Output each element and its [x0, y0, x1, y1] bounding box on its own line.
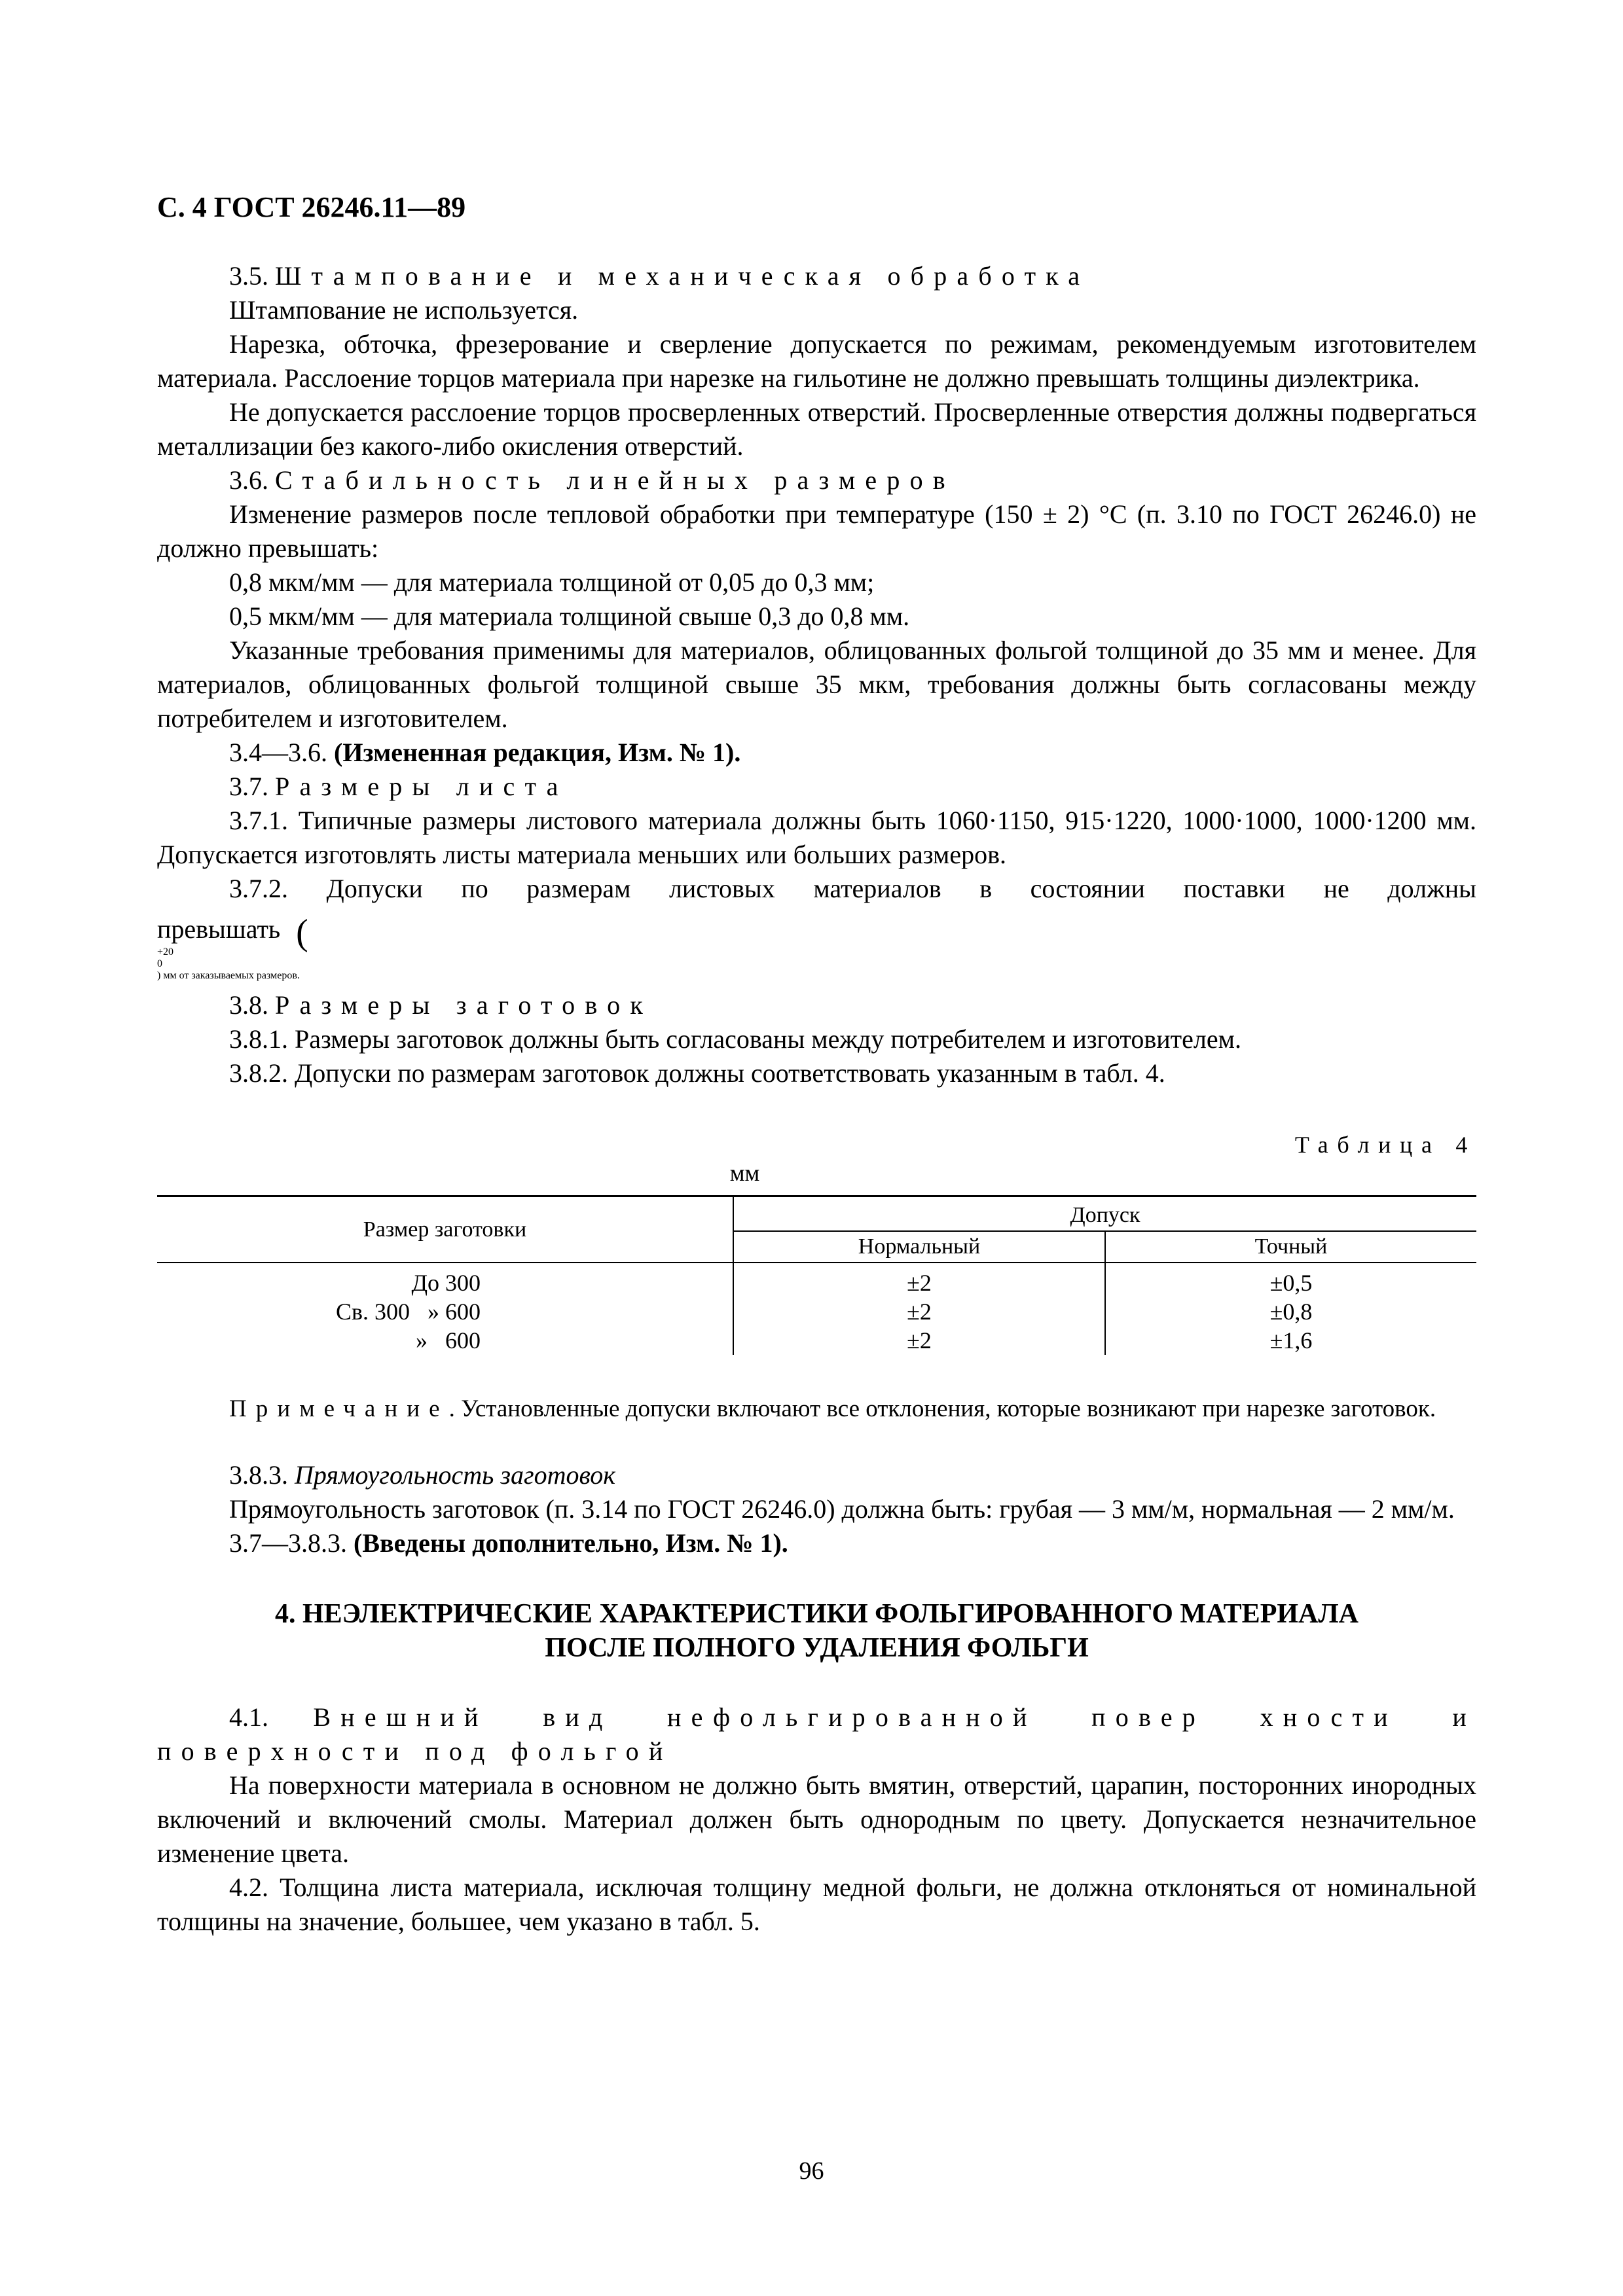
edition-range: 3.7—3.8.3. — [229, 1528, 354, 1558]
edition-note — [157, 1526, 1476, 1560]
cell-precise: ±1,6 — [1269, 1327, 1313, 1354]
section-title: Внешний вид нефольгированной повер хности и поверхности под фольгой — [157, 1702, 1476, 1766]
section-number: 3.7. — [229, 772, 275, 801]
section-title: Размеры заготовок — [275, 990, 653, 1020]
table-row — [157, 1297, 1476, 1326]
paragraph: 3.8.2. Допуски по размерам заготовок должны соответствовать указанным в табл. 4. — [229, 1058, 1165, 1088]
header-tolerance: Допуск — [733, 1196, 1476, 1232]
section-4-title — [157, 1597, 1476, 1665]
cell-normal: ±2 — [733, 1297, 1105, 1326]
section-number: 3.8.3. — [229, 1460, 295, 1490]
table-caption — [157, 1130, 1476, 1160]
cell-normal: ±2 — [733, 1263, 1105, 1297]
paragraph: Прямоугольность заготовок (п. 3.14 по ГОСТ 26246.0) должна быть: грубая — 3 мм/м, нормальная — 2 мм/м. — [229, 1494, 1455, 1524]
section-3-6-heading — [157, 463, 1476, 497]
note-label: Примечание — [229, 1395, 449, 1422]
section-number: 3.8. — [229, 990, 275, 1020]
section-title-line: 4. НЕЭЛЕКТРИЧЕСКИЕ ХАРАКТЕРИСТИКИ ФОЛЬГИРОВАННОГО МАТЕРИАЛА — [275, 1599, 1359, 1629]
text-suffix: мм от заказываемых размеров. — [163, 970, 300, 981]
header-precise: Точный — [1105, 1231, 1476, 1263]
edition-text: (Введены дополнительно, Изм. № 1). — [354, 1528, 788, 1558]
section-title: Стабильность линейных размеров — [275, 465, 955, 495]
edition-range: 3.4—3.6. — [229, 738, 334, 767]
page-number: 96 — [799, 2157, 824, 2185]
text-prefix: превышать — [157, 914, 281, 944]
paragraph: На поверхности материала в основном не должно быть вмятин, отверстий, царапин, посторонних инородных включений и включений смолы. Материал должен быть однородным по цвету. Допускается незначительное изменение цвета. — [157, 1770, 1476, 1868]
paragraph: 3.7.1. Типичные размеры листового материала должны быть 1060·1150, 915·1220, 1000·1000, 1000·1200 мм. Допускается изготовлять листы материала меньших или больших размеров. — [157, 806, 1476, 869]
section-number: 3.6. — [229, 465, 275, 495]
paragraph: 4.2. Толщина листа материала, исключая толщину медной фольги, не должна отклоняться от номинальной толщины на значение, большее, чем указано в табл. 5. — [157, 1873, 1476, 1936]
section-3-5-heading — [157, 259, 1476, 293]
section-title: Штампование и механическая обработка — [275, 261, 1090, 291]
cell-size: » 600 — [157, 1326, 733, 1355]
paragraph: Указанные требования применимы для материалов, облицованных фольгой толщиной до 35 мм и менее. Для материалов, облицованных фольгой толщиной свыше 35 мкм, требования должны быть согласованы между потребителем и изготовителем. — [157, 636, 1476, 733]
cell-size: До 300 — [157, 1263, 733, 1297]
section-title-line: ПОСЛЕ ПОЛНОГО УДАЛЕНИЯ ФОЛЬГИ — [545, 1633, 1089, 1663]
edition-text: (Измененная редакция, Изм. № 1). — [334, 738, 741, 767]
cell-precise: ±0,8 — [1269, 1299, 1313, 1325]
table-row — [157, 1263, 1476, 1297]
table-note — [157, 1394, 1476, 1424]
edition-note — [157, 736, 1476, 770]
section-title: Прямоугольность заготовок — [295, 1460, 616, 1490]
table-row — [157, 1326, 1476, 1355]
paragraph: Изменение размеров после тепловой обработки при температуре (150 ± 2) °С (п. 3.10 по ГОСТ 26246.0) не должно превышать: — [157, 499, 1476, 563]
cell-normal: ±2 — [733, 1326, 1105, 1355]
table-4 — [157, 1195, 1476, 1355]
note-text: . Установленные допуски включают все отклонения, которые возникают при нарезке заготовок. — [448, 1395, 1436, 1422]
paragraph: Не допускается расслоение торцов просверленных отверстий. Просверленные отверстия должны подвергаться металлизации без какого-либо окисления отверстий. — [157, 397, 1476, 461]
paragraph: 0,8 мкм/мм — для материала толщиной от 0,05 до 0,3 мм; — [229, 567, 875, 597]
header-size: Размер заготовки — [157, 1196, 733, 1263]
page-header: С. 4 ГОСТ 26246.11—89 — [157, 191, 466, 223]
tolerance-lower: 0 — [157, 958, 162, 969]
paragraph: Штампование не используется. — [229, 295, 579, 325]
cell-size: Св. 300 » 600 — [157, 1297, 733, 1326]
table-unit: мм — [729, 1160, 760, 1186]
section-title: Размеры листа — [275, 772, 568, 801]
paragraph: 0,5 мкм/мм — для материала толщиной свыше 0,3 до 0,8 мм. — [229, 601, 910, 631]
cell-precise: ±0,5 — [1269, 1270, 1313, 1296]
header-normal: Нормальный — [733, 1231, 1105, 1263]
tolerance-fraction: ( — [296, 912, 308, 953]
section-4-1-heading — [157, 1700, 1476, 1768]
document-page: С. 4 ГОСТ 26246.11—89 3.5. Штампование и механическая обработка Штампование не используется. Нарезка, обточка, фрезерование и сверление допускается по режимам, рекомендуемым изготовителем материала. Расслоение торцов материала при нарезке на гильотине не должно превышать толщины диэлектрика. Не допускается расслоение торцов просверленных отверстий. Просверленные отверстия должны подвергаться металлизации без какого-либо окисления отверстий. 3.6. Стабильность линейных размеров Изменение размеров после тепловой обработки при температуре (150 ± 2) °С (п. 3.10 по ГОСТ 26246.0) не должно превышать: 0,8 мкм/мм — для материала толщиной от 0,05 до 0,3 мм; 0,5 мкм/мм — для материала толщиной свыше 0,3 до 0,8 мм. Указанные требования применимы для материалов, облицованных фольгой толщиной до 35 мм и менее. Для материалов, облицованных фольгой толщиной свыше 35 мкм, требования должны быть согласованы между потребителем и изготовителем. 3.4—3.6. (Измененная редакция, Изм. № 1). 3.7. Размеры листа 3.7.1. Типичные размеры листового материала должны быть 1060·1150, 915·1220, 1000·1000, 1000·1200 мм. Допускается изготовлять листы материала меньших или больших размеров. 3.7.2. Допуски по размерам листовых материалов в состоянии поставки не должны превышать ( +20 0 ) мм от заказываемых размеров. 3.8. Размеры заготовок 3.8.1. Размеры заготовок должны быть согласованы между потребителем и изготовителем. 3.8.2. Допуски по размерам заготовок должны соответствовать указанным в табл. 4. Таблица 4 мм Размер заготовки Допуск Нормальный Точный До 300 ±2 ±0,5 Св. 300 » 600 ±2 ±0,8 » 600 ±2 ±1,6 Примечание. Установленные допуски включают все отклонения, которые возникают при нарезке заготовок. 3.8.3. Прямоугольность заготовок Прямоугольность заготовок (п. 3.14 по ГОСТ 26246.0) должна быть: грубая — 3 мм/м, нормальная — 2 мм/м. 3.7—3.8.3. (Введены дополнительно, Изм. № 1). 4. НЕЭЛЕКТРИЧЕСКИЕ ХАРАКТЕРИСТИКИ ФОЛЬГИРОВАННОГО МАТЕРИАЛА ПОСЛЕ ПОЛНОГО УДАЛЕНИЯ ФОЛЬГИ 4.1. Внешний вид нефольгированной повер хности и поверхности под фольгой На поверхности материала в основном не должно быть вмятин, отверстий, царапин, посторонних инородных включений и включений смолы. Материал должен быть однородным по цвету. Допускается незначительное изменение цвета. 4.2. Толщина листа материала, исключая толщину медной фольги, не должна отклоняться от номинальной толщины на значение, большее, чем указано в табл. 5. — [157, 190, 1476, 1939]
tolerance-upper: +20 — [157, 946, 174, 958]
table-caption-text: Таблица 4 — [1294, 1132, 1476, 1158]
section-3-8-3-heading — [157, 1458, 1476, 1492]
section-number: 3.5. — [229, 261, 275, 291]
section-3-7-heading — [157, 770, 1476, 804]
paragraph: 3.7.2. Допуски по размерам листовых материалов в состоянии поставки не должны — [229, 874, 1476, 903]
paragraph: 3.8.1. Размеры заготовок должны быть согласованы между потребителем и изготовителем. — [229, 1024, 1241, 1054]
section-number: 4.1. — [229, 1702, 314, 1732]
paragraph: Нарезка, обточка, фрезерование и сверление допускается по режимам, рекомендуемым изготовителем материала. Расслоение торцов материала при нарезке на гильотине не должно превышать толщины диэлектрика. — [157, 329, 1476, 393]
section-3-8-heading — [157, 988, 1476, 1022]
